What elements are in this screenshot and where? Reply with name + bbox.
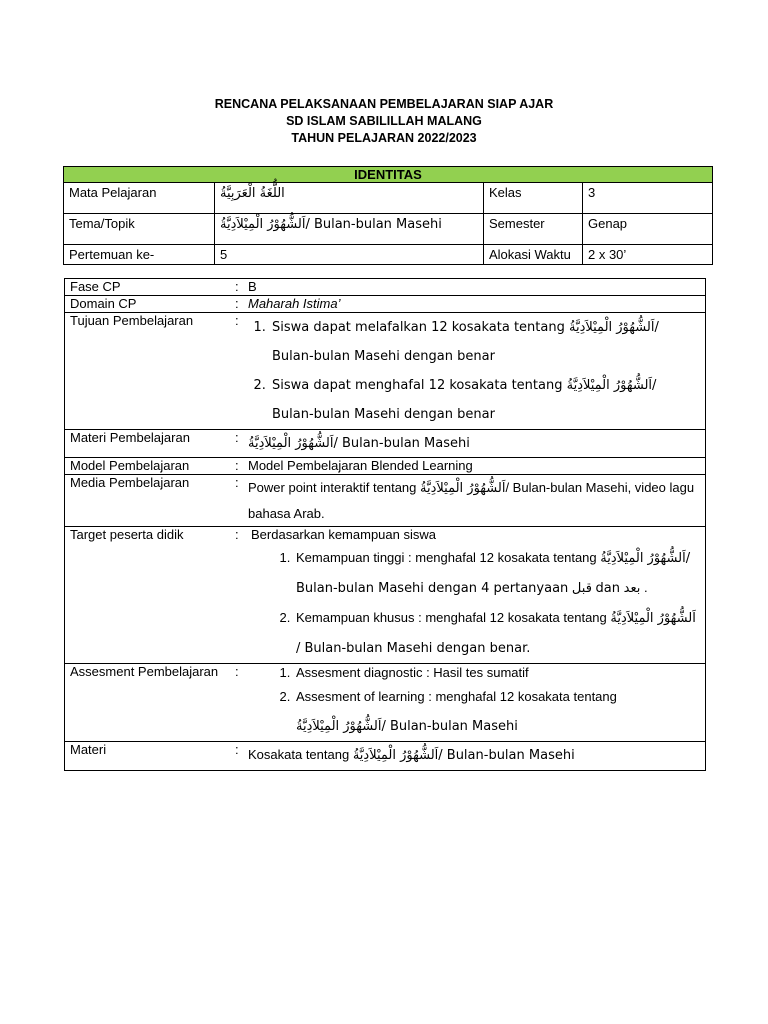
target-item-1 [294,543,700,603]
fase-label: Fase CP [65,279,236,296]
assesment-value [243,664,706,742]
colon: : [235,313,243,430]
domain-label: Domain CP [65,296,236,313]
tujuan-value [243,313,706,430]
media-value [243,475,706,527]
tujuan-item-1 [270,313,700,371]
media-pre: Power point interaktif tentang [248,480,417,495]
assesment-2-pre: Assesment of learning : menghafal 12 kosakata tentang [296,689,617,704]
row-fase [65,279,706,296]
identitas-heading: IDENTITAS [64,167,713,183]
pertemuan-value: 5 [215,245,484,265]
identitas-table [63,166,713,265]
title-line-2: SD ISLAM SABILILLAH MALANG [286,114,482,128]
materi-value [243,742,706,771]
target-1-post: / Bulan-bulan Masehi dengan 4 pertanyaan [296,551,691,596]
target-intro: Berdasarkan kemampuan siswa [251,527,436,542]
media-arabic: اَلشُّهُوْرُ الْمِيْلاَدِيَّةُ [420,481,506,496]
tujuan-2-post: / Bulan-bulan Masehi dengan benar [272,378,657,422]
tema-value [215,214,484,245]
colon: : [235,296,243,313]
target-1-dan: dan [595,581,620,596]
media-post: / Bulan-bulan Masehi, video lagu bahasa Arab. [248,480,695,521]
model-value: Model Pembelajaran Blended Learning [243,458,706,475]
fase-value: B [243,279,706,296]
target-2-post: / Bulan-bulan Masehi dengan benar. [296,641,531,656]
semester-label: Semester [484,214,583,245]
materi-pembelajaran-value [243,430,706,458]
materi-label: Materi [65,742,236,771]
colon: : [235,279,243,296]
target-2-arabic: اَلشُّهُوْرُ الْمِيْلاَدِيَّةُ [610,611,696,626]
target-2-pre: Kemampuan khusus : menghafal 12 kosakata tentang [296,610,607,625]
materi-arabic: اَلشُّهُوْرُ الْمِيْلاَدِيَّةُ [352,748,439,763]
assesment-2-arabic: اَلشُّهُوْرُ الْمِيْلاَدِيَّةُ [296,719,382,734]
document-title [0,96,768,147]
materi-post: / Bulan-bulan Masehi [438,748,575,763]
tujuan-1-pre: Siswa dapat melafalkan 12 kosakata tentang [272,320,565,335]
kelas-label: Kelas [484,183,583,214]
tujuan-2-pre: Siswa dapat menghafal 12 kosakata tentang [272,378,563,393]
title-line-1: RENCANA PELAKSANAAN PEMBELAJARAN SIAP AJAR [214,97,554,111]
target-1-qabla: قبل [571,581,592,596]
tema-latin: / Bulan-bulan Masehi [305,217,442,232]
colon: : [235,527,243,664]
tujuan-1-arabic: اَلشُّهُوْرُ الْمِيْلاَدِيَّةُ [569,320,655,335]
target-1-pre: Kemampuan tinggi : menghafal 12 kosakata tentang [296,550,597,565]
row-materi [65,742,706,771]
row-assesment [65,664,706,742]
alokasi-value: 2 x 30’ [583,245,713,265]
pertemuan-label: Pertemuan ke- [64,245,215,265]
tujuan-label: Tujuan Pembelajaran [65,313,236,430]
assesment-label: Assesment Pembelajaran [65,664,236,742]
materi-pembelajaran-arabic: اَلشُّهُوْرُ الْمِيْلاَدِيَّةُ [248,436,334,451]
domain-value: Maharah Istima’ [243,296,706,313]
materi-pembelajaran-post: / Bulan-bulan Masehi [333,436,470,451]
target-item-2 [294,603,700,663]
colon: : [235,475,243,527]
assesment-item-2 [294,682,700,741]
tema-arabic: اَلشُّهُوْرُ الْمِيْلاَدِيَّةُ [220,217,306,232]
tujuan-1-post: / Bulan-bulan Masehi dengan benar [272,320,659,364]
colon: : [235,430,243,458]
tujuan-2-arabic: اَلشُّهُوْرُ الْمِيْلاَدِيَّةُ [566,378,653,393]
target-1-end: . [643,580,648,595]
detail-table [64,278,706,771]
target-1-bada: بعد [623,581,641,596]
target-value [243,527,706,664]
mata-pelajaran-value [215,183,484,214]
colon: : [235,664,243,742]
colon: : [235,458,243,475]
media-label: Media Pembelajaran [65,475,236,527]
alokasi-label: Alokasi Waktu [484,245,583,265]
mata-pelajaran-label: Mata Pelajaran [64,183,215,214]
kelas-value: 3 [583,183,713,214]
row-media [65,475,706,527]
tema-label: Tema/Topik [64,214,215,245]
materi-pembelajaran-label: Materi Pembelajaran [65,430,236,458]
tujuan-item-2 [270,371,700,429]
mata-pelajaran-arabic: اللُّغَةُ الْعَرَبِيَّةُ [220,186,285,201]
title-line-3: TAHUN PELAJARAN 2022/2023 [291,131,477,145]
assesment-item-1: 1. Assesment diagnostic : Hasil tes sumatif [294,664,700,682]
target-label: Target peserta didik [65,527,236,664]
assesment-2-post: / Bulan-bulan Masehi [381,719,518,734]
semester-value: Genap [583,214,713,245]
row-target [65,527,706,664]
materi-pre: Kosakata tentang [248,747,350,762]
model-label: Model Pembelajaran [65,458,236,475]
row-materi-pembelajaran [65,430,706,458]
row-tujuan [65,313,706,430]
row-model [65,458,706,475]
colon: : [235,742,243,771]
row-domain [65,296,706,313]
target-1-arabic: اَلشُّهُوْرُ الْمِيْلاَدِيَّةُ [600,551,686,566]
